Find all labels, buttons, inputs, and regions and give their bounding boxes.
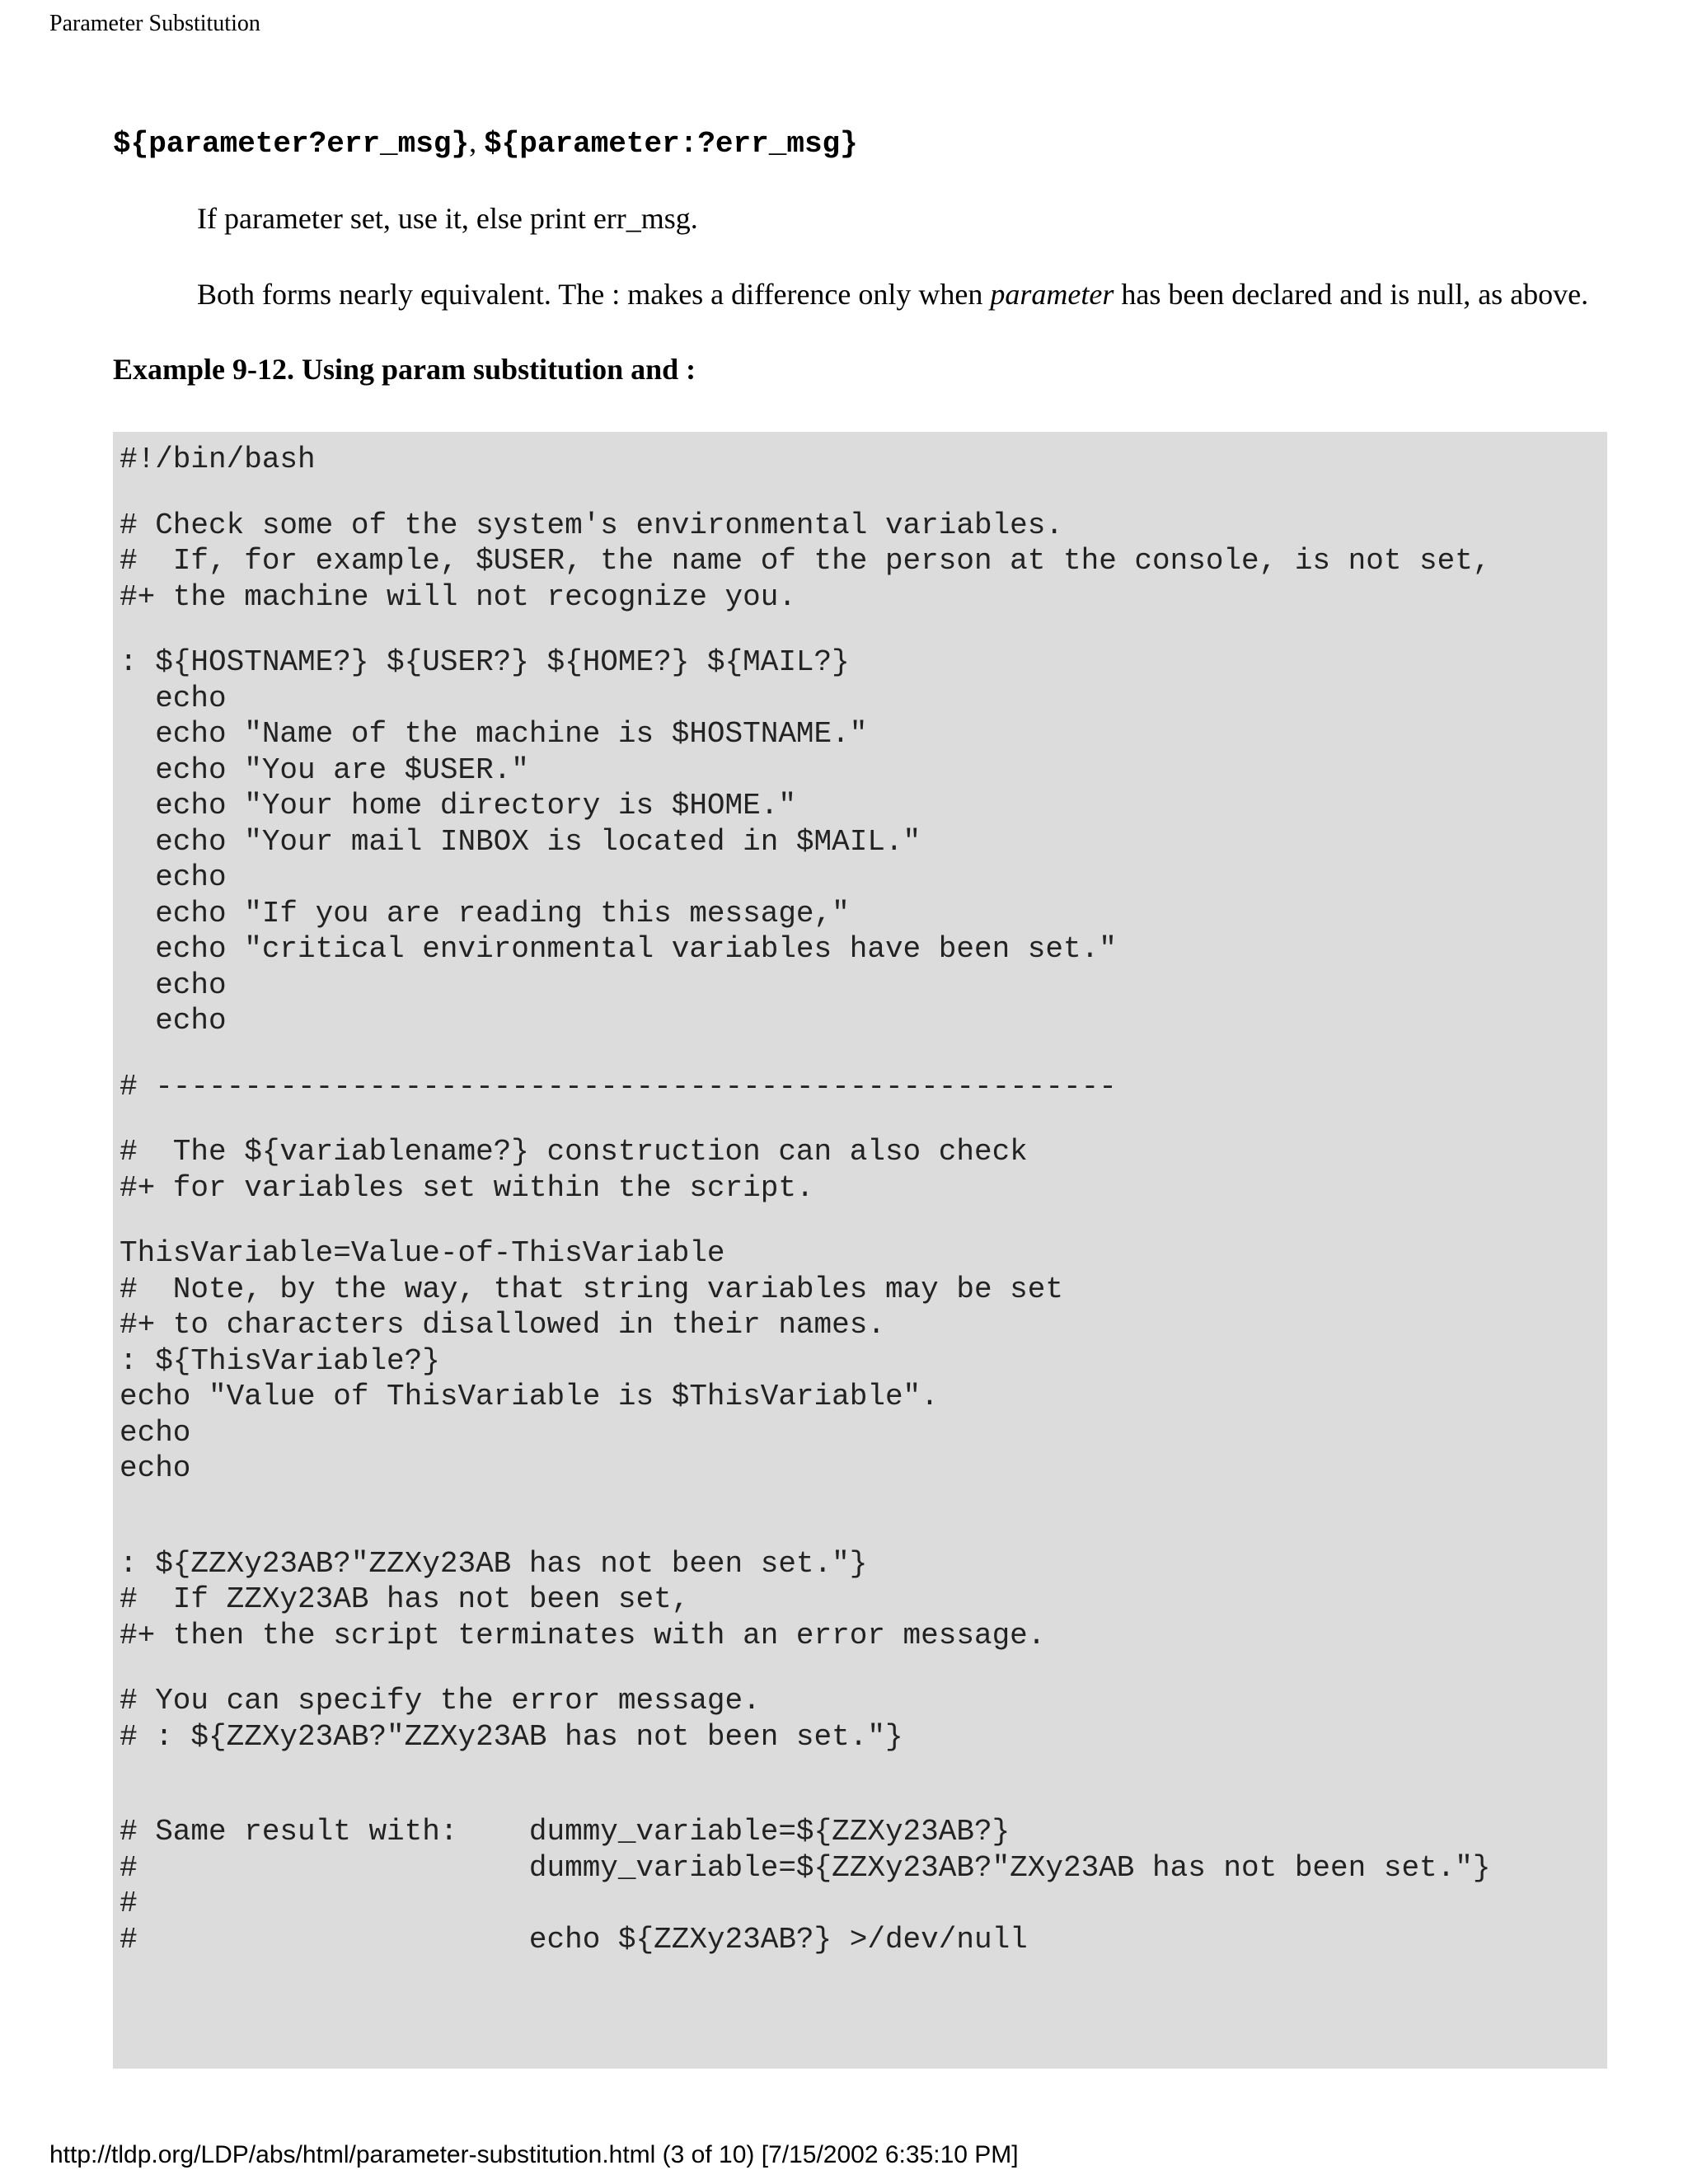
code-blank-line [120,1206,1607,1235]
code-line: echo [120,681,227,715]
heading-separator: , [469,125,485,158]
code-line: : ${ZZXy23AB?"ZZXy23AB has not been set."} [120,1546,868,1581]
code-line: echo [120,968,227,1002]
code-line: # ------------------------------------------------------ [120,1069,1117,1104]
code-line: # echo ${ZZXy23AB?} >/dev/null [120,1922,1028,1957]
code-line: echo "Value of ThisVariable is $ThisVariable". [120,1380,939,1413]
code-line: echo [120,1451,191,1485]
desc2-text-start: Both forms nearly equivalent. The : makes a difference only when [197,278,991,311]
desc2-emphasis: parameter [990,278,1114,311]
code-line: # [120,1886,138,1920]
example-title: Example 9-12. Using param substitution and : [113,353,696,386]
syntax-form-1: ${parameter?err_msg} [113,127,470,161]
code-blank-line [120,478,1607,508]
code-line: echo [120,1415,191,1450]
code-line: # You can specify the error message. [120,1684,761,1718]
code-line: echo "Your mail INBOX is located in $MAIL." [120,824,921,859]
code-blank-line [120,615,1607,644]
page-footer-url: http://tldp.org/LDP/abs/html/parameter-substitution.html (3 of 10) [7/15/2002 6:35:10 PM] [49,2141,1019,2168]
code-line: # The ${variablename?} construction can also check [120,1135,1028,1169]
code-line: # : ${ZZXy23AB?"ZZXy23AB has not been set."} [120,1719,903,1754]
code-line: #+ to characters disallowed in their names. [120,1308,885,1342]
code-line: echo [120,860,227,894]
code-line: : ${HOSTNAME?} ${USER?} ${HOME?} ${MAIL?} [120,645,850,679]
code-line: #+ the machine will not recognize you. [120,579,796,614]
code-line: # Check some of the system's environmental variables. [120,508,1063,542]
code-blank-line [120,1039,1607,1069]
desc2-text-end: has been declared and is null, as above. [1114,278,1589,311]
code-line: # If ZZXy23AB has not been set, [120,1582,690,1616]
code-line: # Same result with: dummy_variable=${ZZXy23AB?} [120,1815,1010,1849]
code-line: #!/bin/bash [120,443,316,476]
code-line: #+ for variables set within the script. [120,1170,814,1205]
code-line: # If, for example, $USER, the name of the person at the console, is not set, [120,544,1491,578]
syntax-form-2: ${parameter:?err_msg} [484,127,858,161]
code-blank-line [120,1653,1607,1683]
code-line: echo "Name of the machine is $HOSTNAME." [120,717,868,751]
page-header: Parameter Substitution [49,11,260,36]
description-paragraph-1: If parameter set, use it, else print err_msg. [197,202,698,235]
section-heading [113,124,858,162]
code-line: #+ then the script terminates with an error message. [120,1618,1046,1652]
code-blank-line [120,1104,1607,1134]
code-listing [113,432,1607,2069]
code-line: # dummy_variable=${ZZXy23AB?"ZXy23AB has not been set."} [120,1850,1491,1885]
code-line: echo "Your home directory is $HOME." [120,789,796,823]
code-blank-line [120,1487,1607,1546]
description-paragraph-2 [197,276,1588,312]
code-line: echo "You are $USER." [120,752,529,787]
code-blank-line [120,1755,1607,1814]
code-line: echo "If you are reading this message," [120,896,850,930]
code-line: : ${ThisVariable?} [120,1343,440,1378]
code-line: echo [120,1004,227,1038]
code-line: # Note, by the way, that string variables may be set [120,1272,1063,1306]
code-line: echo "critical environmental variables have been set." [120,932,1117,966]
code-line: ThisVariable=Value-of-ThisVariable [120,1236,725,1270]
